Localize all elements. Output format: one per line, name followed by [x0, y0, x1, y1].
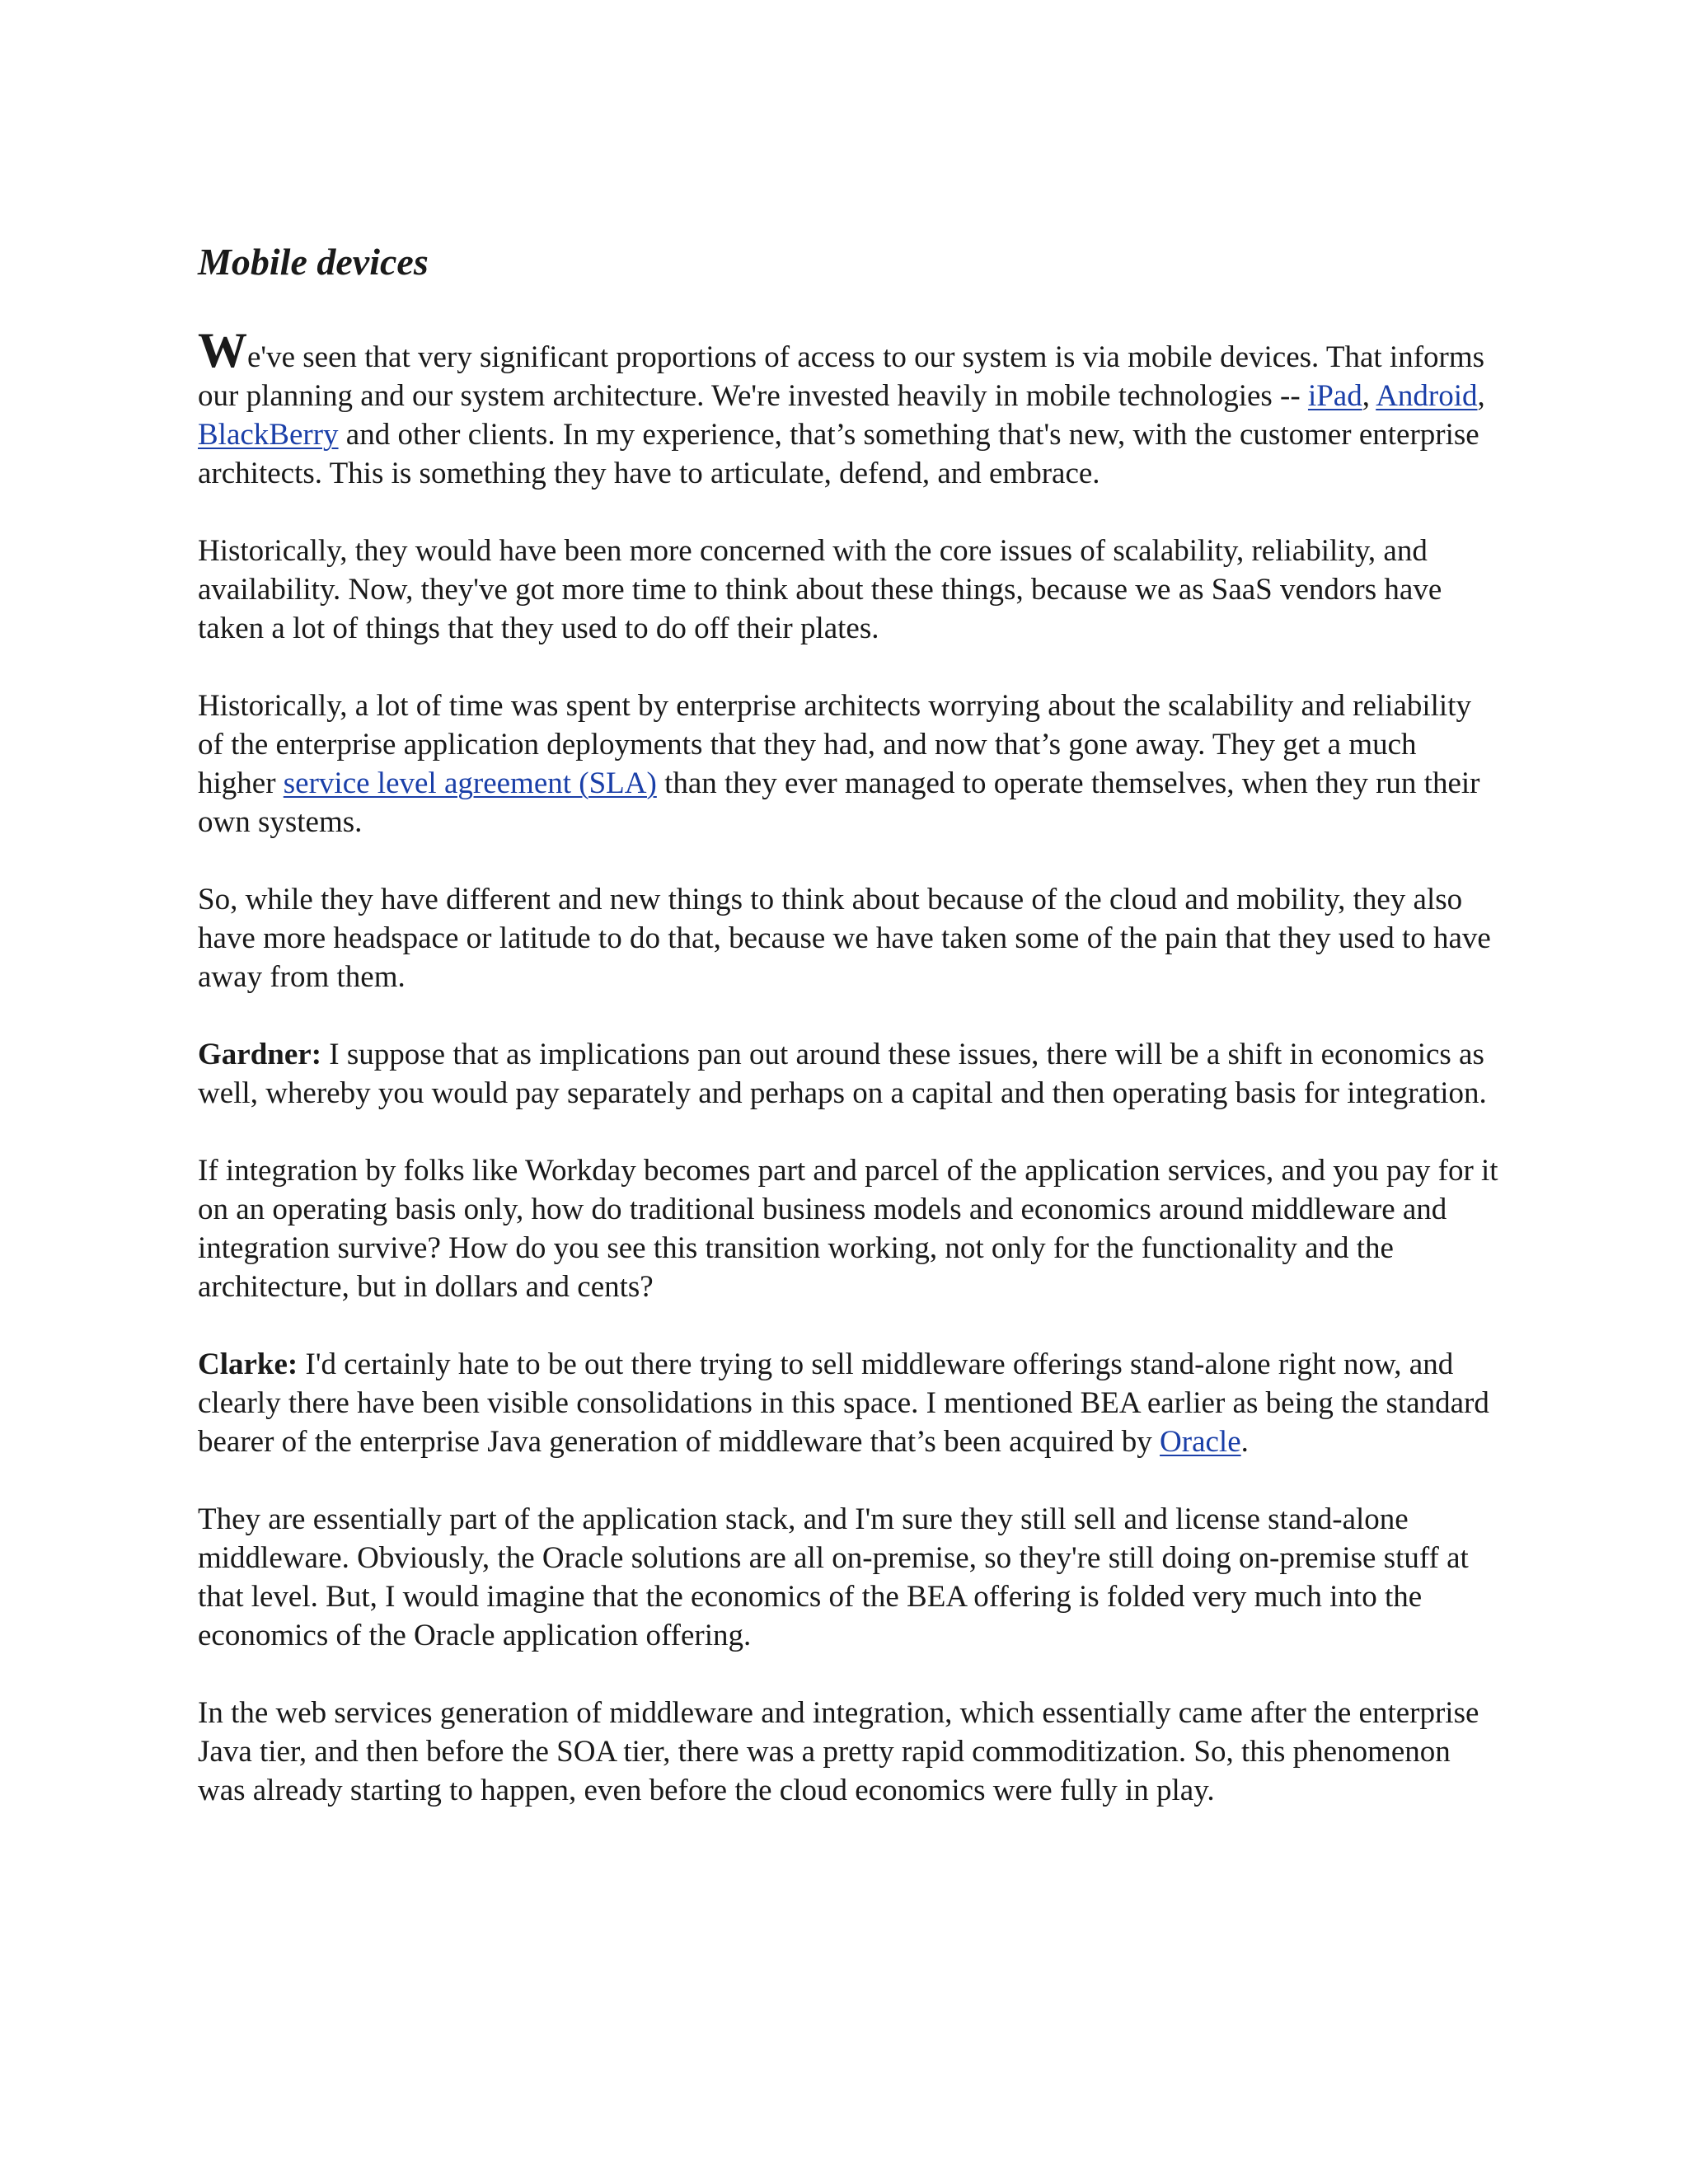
paragraph-text: e've seen that very significant proportions of access to our system is via mobile devices. That informs our planning and our system architecture. We're invested heavily in mobile technologies -- [198, 340, 1485, 413]
paragraph-application-stack: They are essentially part of the application stack, and I'm sure they still sell and license stand-alone middleware. Obviously, the Oracle solutions are all on-premise, so they're still doing on-premise stuff at that level. But, I would imagine that the economics of the BEA offering is folded very much into the economics of the Oracle application offering. [198, 1502, 1469, 1652]
section-heading: Mobile devices [198, 241, 429, 283]
paragraph-text: and other clients. In my experience, that’s something that's new, with the customer enterprise architects. This is something they have to articulate, defend, and embrace. [198, 418, 1479, 490]
paragraph-text: I'd certainly hate to be out there trying to sell middleware offerings stand-alone right now, and clearly there have been visible consolidations in this space. I mentioned BEA earlier as being the standard bearer of the enterprise Java generation of middleware that’s been acquired by [198, 1347, 1489, 1459]
paragraph-text: than they ever managed to operate themselves, when they run their own systems. [198, 766, 1480, 839]
paragraph-clarke-answer [198, 1345, 1500, 1461]
paragraph-headspace: So, while they have different and new things to think about because of the cloud and mobility, they also have more headspace or latitude to do that, because we have taken some of the pain that they used to have away from them. [198, 883, 1491, 994]
separator: , [1362, 379, 1376, 413]
paragraph-text: Historically, a lot of time was spent by enterprise architects worrying about the scalability and reliability of the enterprise application deployments that they had, and now that’s gone away. They get a much higher [198, 689, 1471, 800]
link-oracle[interactable]: Oracle [1160, 1425, 1241, 1459]
paragraph-integration-economics: If integration by folks like Workday becomes part and parcel of the application services, and you pay for it on an operating basis only, how do traditional business models and economics around middleware and integration survive? How do you see this transition working, not only for the functionality and the architecture, but in dollars and cents? [198, 1154, 1498, 1304]
paragraph-text: I suppose that as implications pan out around these issues, there will be a shift in economics as well, whereby you would pay separately and perhaps on a capital and then operating basis for integration. [198, 1038, 1487, 1110]
paragraph-web-services: In the web services generation of middleware and integration, which essentially came after the enterprise Java tier, and then before the SOA tier, there was a pretty rapid commoditization. So, this phenomenon was already starting to happen, even before the cloud economics were fully in play. [198, 1696, 1479, 1807]
link-ipad[interactable]: iPad [1307, 379, 1362, 413]
paragraph-gardner-question [198, 1035, 1500, 1113]
link-blackberry[interactable]: BlackBerry [198, 418, 339, 452]
link-sla[interactable]: service level agreement (SLA) [283, 766, 657, 800]
link-android[interactable]: Android [1376, 379, 1478, 413]
separator: , [1477, 379, 1485, 413]
drop-cap: W [198, 323, 247, 377]
document-page [198, 239, 1500, 1849]
paragraph-historically-architects [198, 687, 1500, 841]
paragraph-historically-core-issues: Historically, they would have been more concerned with the core issues of scalability, reliability, and availability. Now, they've got more time to think about these things, because we as SaaS vendors have taken a lot of things that they used to do off their plates. [198, 534, 1442, 645]
paragraph-mobile-access [198, 323, 1500, 493]
speaker-label: Gardner: [198, 1038, 322, 1071]
speaker-label: Clarke: [198, 1347, 298, 1381]
paragraph-text: . [1240, 1425, 1249, 1459]
